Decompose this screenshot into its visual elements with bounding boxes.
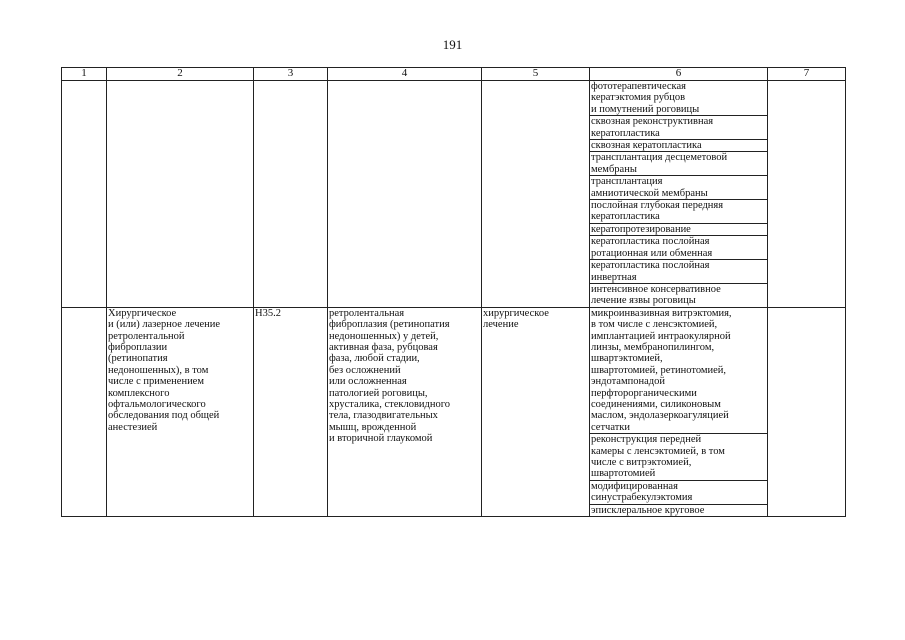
- cell-treatment-type: [482, 81, 590, 308]
- cell-treatment-method: сквозная кератопластика: [590, 140, 768, 152]
- column-header-3: 3: [254, 68, 328, 81]
- column-number-row: [62, 68, 846, 81]
- cell-treatment-method: реконструкция передней камеры с ленсэктомией, в том числе с витрэктомией, швартотомией: [590, 434, 768, 481]
- page-number: 191: [442, 37, 463, 52]
- cell-number: [62, 307, 107, 516]
- cell-patient-model: ретролентальная фиброплазия (ретинопатия недоношенных) у детей, активная фаза, рубцовая фаза, любой стадии, без осложнений или осложненная патологией роговицы, хрусталика, стекловидного тела, глазодвигательных мышц, врожденной и вторичной глаукомой: [328, 307, 482, 516]
- medical-care-table: [61, 67, 846, 517]
- cell-column-7: [768, 307, 846, 516]
- column-header-2: 2: [107, 68, 254, 81]
- table-body: [62, 81, 846, 517]
- column-header-5: 5: [482, 68, 590, 81]
- cell-treatment-method: кератопластика послойная инвертная: [590, 260, 768, 284]
- cell-treatment-method: кератопластика послойная ротационная или обменная: [590, 236, 768, 260]
- cell-care-type: [107, 81, 254, 308]
- cell-treatment-method: модифицированная синустрабекулэктомия: [590, 480, 768, 504]
- table-row: [62, 81, 846, 116]
- cell-column-7: [768, 81, 846, 308]
- cell-treatment-method: трансплантация десцеметовой мембраны: [590, 152, 768, 176]
- cell-icd-code: H35.2: [254, 307, 328, 516]
- cell-care-type: Хирургическое и (или) лазерное лечение ретролентальной фиброплазии (ретинопатия недоношенных), в том числе с применением комплексного офтальмологического обследования под общей анестезией: [107, 307, 254, 516]
- cell-treatment-method: фототерапевтическая кератэктомия рубцов и помутнений роговицы: [590, 81, 768, 116]
- cell-patient-model: [328, 81, 482, 308]
- column-header-1: 1: [62, 68, 107, 81]
- table-row: [62, 307, 846, 433]
- column-header-6: 6: [590, 68, 768, 81]
- cell-treatment-method: эписклеральное круговое: [590, 504, 768, 516]
- column-header-4: 4: [328, 68, 482, 81]
- cell-treatment-type: хирургическое лечение: [482, 307, 590, 516]
- cell-treatment-method: сквозная реконструктивная кератопластика: [590, 116, 768, 140]
- column-header-7: 7: [768, 68, 846, 81]
- cell-treatment-method: микроинвазивная витрэктомия, в том числе с ленсэктомией, имплантацией интраокулярной линзы, мембранопилингом, швартэктомией, швартотомией, ретинотомией, эндотампонадой перфторорганическими соединениями, силиконовым маслом, эндолазеркоагуляцией сетчатки: [590, 307, 768, 433]
- cell-number: [62, 81, 107, 308]
- cell-treatment-method: кератопротезирование: [590, 223, 768, 235]
- cell-treatment-method: трансплантация амниотической мембраны: [590, 176, 768, 200]
- cell-treatment-method: интенсивное консервативное лечение язвы роговицы: [590, 283, 768, 307]
- cell-icd-code: [254, 81, 328, 308]
- cell-treatment-method: послойная глубокая передняя кератопластика: [590, 200, 768, 224]
